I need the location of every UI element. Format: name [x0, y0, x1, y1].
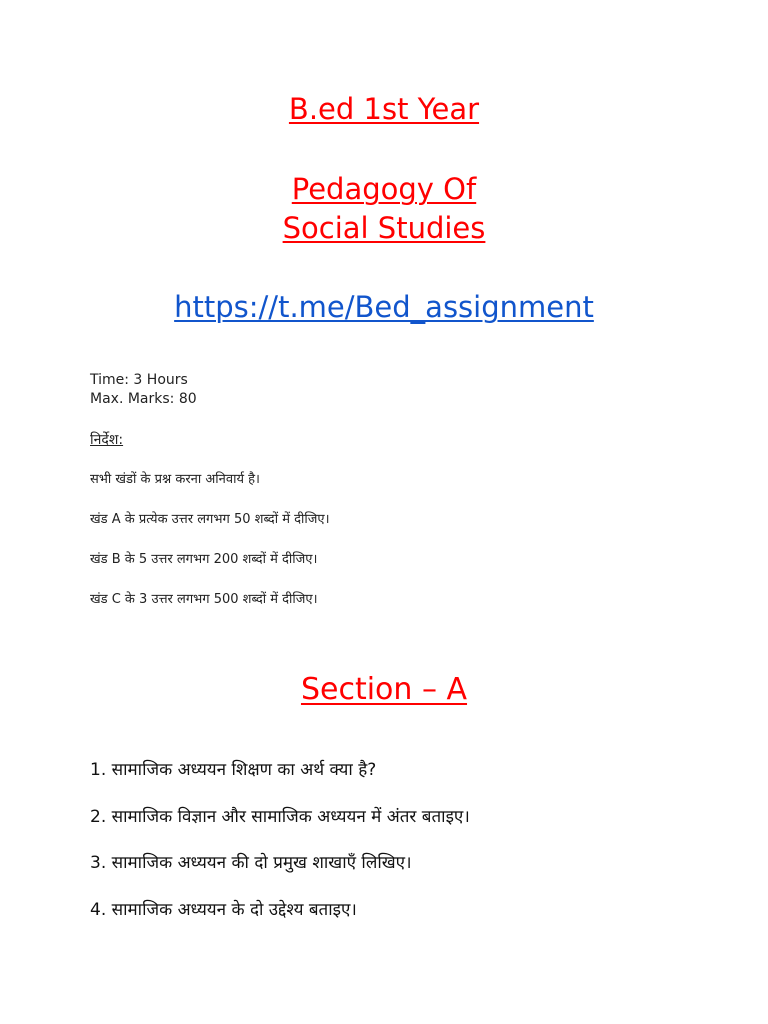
- instruction-item: खंड A के प्रत्येक उत्तर लगभग 50 शब्दों में दीजिए।: [90, 512, 330, 527]
- course-title: B.ed 1st Year: [288, 92, 480, 126]
- question-item: 2. सामाजिक विज्ञान और सामाजिक अध्ययन में अंतर बताइए।: [90, 807, 470, 827]
- instructions-heading: निर्देश:: [90, 432, 124, 448]
- question-item: 3. सामाजिक अध्ययन की दो प्रमुख शाखाएँ लिखिए।: [90, 853, 412, 873]
- marks-info: Max. Marks: 80: [90, 391, 197, 407]
- subject-title-line2: Social Studies: [282, 211, 486, 245]
- question-item: 4. सामाजिक अध्ययन के दो उद्देश्य बताइए।: [90, 900, 357, 920]
- question-item: 1. सामाजिक अध्ययन शिक्षण का अर्थ क्या है?: [90, 760, 377, 780]
- subject-title-line1: Pedagogy Of: [291, 172, 477, 206]
- section-title: Section – A: [300, 672, 468, 707]
- instruction-item: सभी खंडों के प्रश्न करना अनिवार्य है।: [90, 472, 260, 487]
- instruction-item: खंड C के 3 उत्तर लगभग 500 शब्दों में दीजिए।: [90, 592, 318, 607]
- time-info: Time: 3 Hours: [90, 372, 188, 388]
- telegram-link[interactable]: https://t.me/Bed_assignment: [174, 290, 594, 324]
- instruction-item: खंड B के 5 उत्तर लगभग 200 शब्दों में दीजिए।: [90, 552, 318, 567]
